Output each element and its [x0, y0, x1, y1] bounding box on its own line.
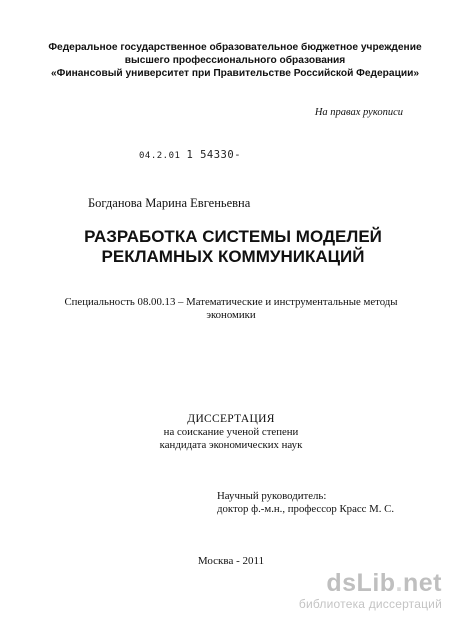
watermark-logo-part2: net	[403, 569, 442, 597]
city-year: Москва - 2011	[197, 555, 265, 567]
dissertation-heading: ДИССЕРТАЦИЯ	[187, 413, 275, 425]
watermark-subtitle: библиотека диссертаций	[298, 597, 442, 611]
author-name: Богданова Марина Евгеньевна	[88, 196, 251, 210]
specialty-line-1: Специальность 08.00.13 – Математические и инструментальные методы	[64, 296, 398, 308]
watermark-logo	[326, 570, 442, 596]
title-line-2: РЕКЛАМНЫХ КОММУНИКАЦИЙ	[101, 247, 365, 266]
watermark-logo-part1: dsLib	[326, 569, 396, 597]
institution-line-1: Федеральное государственное образовательное бюджетное учреждение	[48, 42, 422, 53]
stamp-suffix: -	[234, 149, 242, 161]
institution-line-2: высшего профессионального образования	[124, 55, 346, 66]
dissertation-degree-block	[6, 413, 450, 452]
institution-line-3: «Финансовый университет при Правительстве Российской Федерации»	[50, 68, 420, 79]
dissertation-title	[8, 227, 450, 267]
institution-header	[10, 41, 450, 80]
stamp-prefix: 04.2.01	[139, 151, 181, 161]
degree-line-2: кандидата экономических наук	[159, 439, 303, 451]
specialty-line-2: экономики	[206, 309, 256, 321]
manuscript-rights-note: На правах рукописи	[314, 107, 403, 118]
supervisor-block	[217, 490, 394, 516]
title-line-1: РАЗРАБОТКА СИСТЕМЫ МОДЕЛЕЙ	[84, 227, 382, 246]
specialty-block	[6, 296, 450, 322]
dslib-watermark	[262, 570, 442, 612]
supervisor-name: доктор ф.-м.н., профессор Красс М. С.	[217, 503, 395, 515]
library-stamp	[139, 149, 241, 161]
stamp-number: 1 54330	[186, 149, 235, 161]
degree-line-1: на соискание ученой степени	[163, 426, 299, 438]
supervisor-label: Научный руководитель:	[217, 490, 327, 502]
watermark-logo-dot: .	[395, 569, 403, 597]
